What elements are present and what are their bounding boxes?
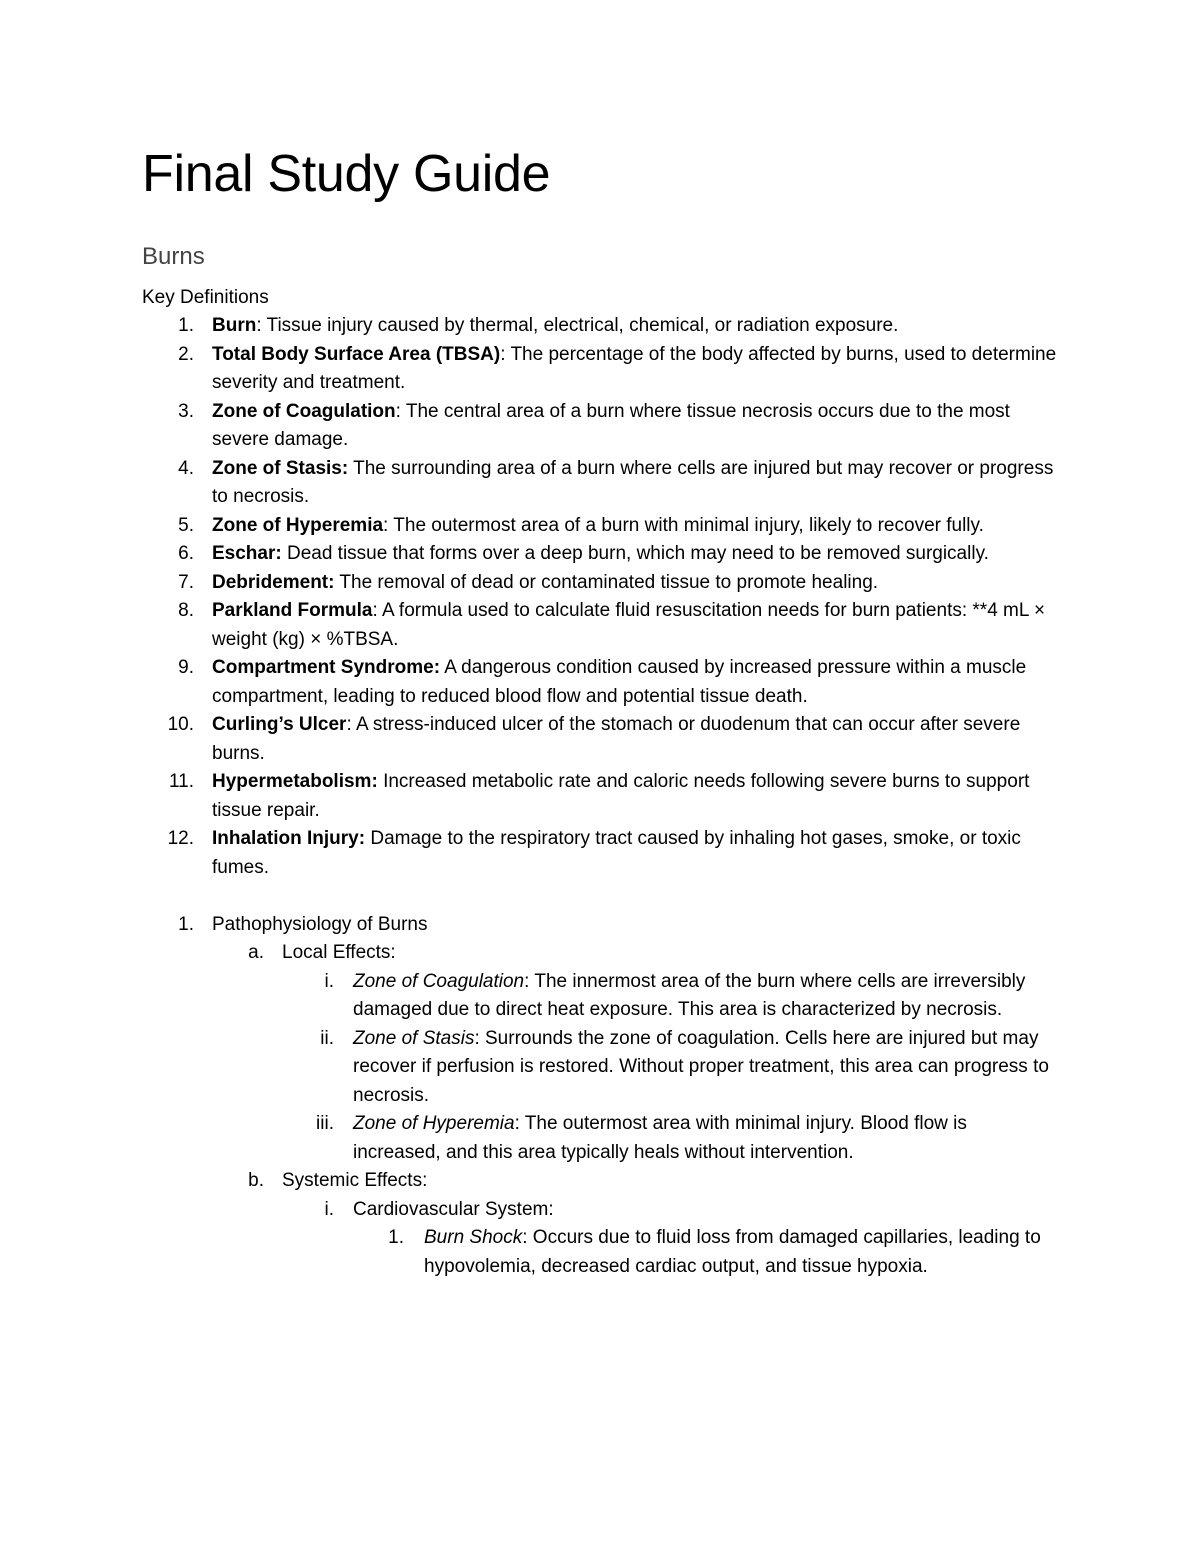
definition-term: Burn <box>212 315 257 336</box>
definition-text: Tissue injury caused by thermal, electrical, chemical, or radiation exposure. <box>266 315 899 336</box>
outline-subitem: b. Systemic Effects: <box>0 1167 1200 1196</box>
systemic-effects-heading: Systemic Effects: <box>282 1170 428 1191</box>
definition-term: Total Body Surface Area (TBSA) <box>212 343 501 365</box>
zone-term: Zone of Coagulation <box>353 970 525 992</box>
definition-term: Eschar: <box>212 543 282 564</box>
zone-text: : Surrounds the zone of coagulation. Cells here are injured but may recover if perfusion is restored. Without proper treatment, this area can progress to necrosis. <box>353 1027 1049 1106</box>
definition-item: 3. Zone of Coagulation: The central area of a burn where tissue necrosis occurs due to the most severe damage. <box>178 400 1010 450</box>
definition-term: Curling’s Ulcer <box>212 714 347 735</box>
definition-text: Dead tissue that forms over a deep burn, which may need to be removed surgically. <box>286 543 989 564</box>
definition-term: Zone of Hyperemia <box>212 514 384 536</box>
outline-detail-item: i. Cardiovascular System: <box>0 1196 1200 1225</box>
definition-term: Hypermetabolism: <box>212 771 378 792</box>
outline-subitem: a. Local Effects: <box>0 939 1200 968</box>
outline-detail-item: ii. Zone of Stasis: Surrounds the zone of coagulation. Cells here are injured but may recover if perfusion is restored. Without proper treatment, this area can progress to necrosis. <box>320 1027 1049 1106</box>
definition-text: A formula used to calculate fluid resuscitation needs for burn patients: **4 mL × weight (kg) × %TBSA. <box>212 600 1046 650</box>
document-body <box>0 312 1200 1281</box>
definition-text: A dangerous condition caused by increased pressure within a muscle compartment, leading to reduced blood flow and potential tissue death. <box>212 657 1027 707</box>
zone-term: Zone of Stasis <box>353 1027 475 1049</box>
definition-term: Compartment Syndrome: <box>212 657 441 678</box>
definition-item: 7. Debridement: The removal of dead or contaminated tissue to promote healing. <box>178 571 879 593</box>
definition-term: Inhalation Injury: <box>212 828 366 849</box>
definition-text: A stress-induced ulcer of the stomach or duodenum that can occur after severe burns. <box>212 714 1021 764</box>
pathophysiology-outline <box>0 911 1200 1282</box>
outline-leaf-item: 1. Burn Shock: Occurs due to fluid loss from damaged capillaries, leading to hypovolemia, decreased cardiac output, and tissue hypoxia. <box>388 1227 1041 1277</box>
burn-shock-term: Burn Shock <box>424 1227 523 1248</box>
outline-detail-item: i. Zone of Coagulation: The innermost area of the burn where cells are irreversibly damaged due to direct heat exposure. This area is characterized by necrosis. <box>324 970 1026 1020</box>
definition-text: The surrounding area of a burn where cells are injured but may recover or progress to necrosis. <box>212 457 1054 507</box>
local-effects-heading: Local Effects: <box>282 942 396 963</box>
definition-text: Increased metabolic rate and caloric needs following severe burns to support tissue repair. <box>212 771 1030 821</box>
definitions-list <box>0 312 1200 882</box>
outline-item: 1. Pathophysiology of Burns <box>0 911 1200 940</box>
definition-item: 12. Inhalation Injury: Damage to the respiratory tract caused by inhaling hot gases, smoke, or toxic fumes. <box>167 828 1021 878</box>
document-title: Final Study Guide <box>142 145 551 203</box>
section-heading-burns: Burns <box>142 243 205 270</box>
definition-item: 4. Zone of Stasis: The surrounding area of a burn where cells are injured but may recover or progress to necrosis. <box>178 457 1054 507</box>
definition-item: 6. Eschar: Dead tissue that forms over a deep burn, which may need to be removed surgically. <box>178 543 989 564</box>
definition-term: Debridement: <box>212 571 335 593</box>
cardiovascular-heading: Cardiovascular System: <box>353 1198 554 1220</box>
burn-shock-text: : Occurs due to fluid loss from damaged capillaries, leading to hypovolemia, decreased cardiac output, and tissue hypoxia. <box>424 1227 1041 1277</box>
definition-text: The percentage of the body affected by burns, used to determine severity and treatment. <box>212 343 1057 393</box>
definition-item: 1. Burn: Tissue injury caused by thermal, electrical, chemical, or radiation exposure. <box>178 315 899 336</box>
definition-item: 5. Zone of Hyperemia: The outermost area of a burn with minimal injury, likely to recover fully. <box>178 514 984 536</box>
definition-item: 10. Curling’s Ulcer: A stress-induced ulcer of the stomach or duodenum that can occur after severe burns. <box>167 714 1021 764</box>
zone-text: : The outermost area with minimal injury. Blood flow is increased, and this area typically heals without intervention. <box>353 1113 967 1163</box>
blank-line <box>0 882 1200 911</box>
zone-text: : The innermost area of the burn where cells are irreversibly damaged due to direct heat exposure. This area is characterized by necrosis. <box>353 970 1026 1020</box>
definition-item: 11. Hypermetabolism: Increased metabolic rate and caloric needs following severe burns to support tissue repair. <box>168 771 1030 821</box>
outline-heading: Pathophysiology of Burns <box>212 913 428 935</box>
outline-detail-item: iii. Zone of Hyperemia: The outermost area with minimal injury. Blood flow is increased, and this area typically heals without intervention. <box>316 1113 967 1163</box>
definition-item: 2. Total Body Surface Area (TBSA): The percentage of the body affected by burns, used to determine severity and treatment. <box>178 343 1057 393</box>
definition-text: The outermost area of a burn with minimal injury, likely to recover fully. <box>393 514 984 536</box>
definition-item: 9. Compartment Syndrome: A dangerous condition caused by increased pressure within a muscle compartment, leading to reduced blood flow and potential tissue death. <box>178 657 1027 707</box>
definition-text: Damage to the respiratory tract caused by inhaling hot gases, smoke, or toxic fumes. <box>212 828 1021 878</box>
definition-text: The removal of dead or contaminated tissue to promote healing. <box>339 571 879 593</box>
definition-term: Parkland Formula <box>212 600 373 621</box>
definition-term: Zone of Stasis: <box>212 457 349 479</box>
zone-term: Zone of Hyperemia <box>353 1113 515 1134</box>
definition-text: The central area of a burn where tissue necrosis occurs due to the most severe damage. <box>212 400 1010 450</box>
definition-term: Zone of Coagulation <box>212 400 396 422</box>
definition-item: 8. Parkland Formula: A formula used to calculate fluid resuscitation needs for burn patients: **4 mL × weight (kg) × %TBSA. <box>178 600 1046 650</box>
key-definitions-heading: Key Definitions <box>142 287 269 308</box>
